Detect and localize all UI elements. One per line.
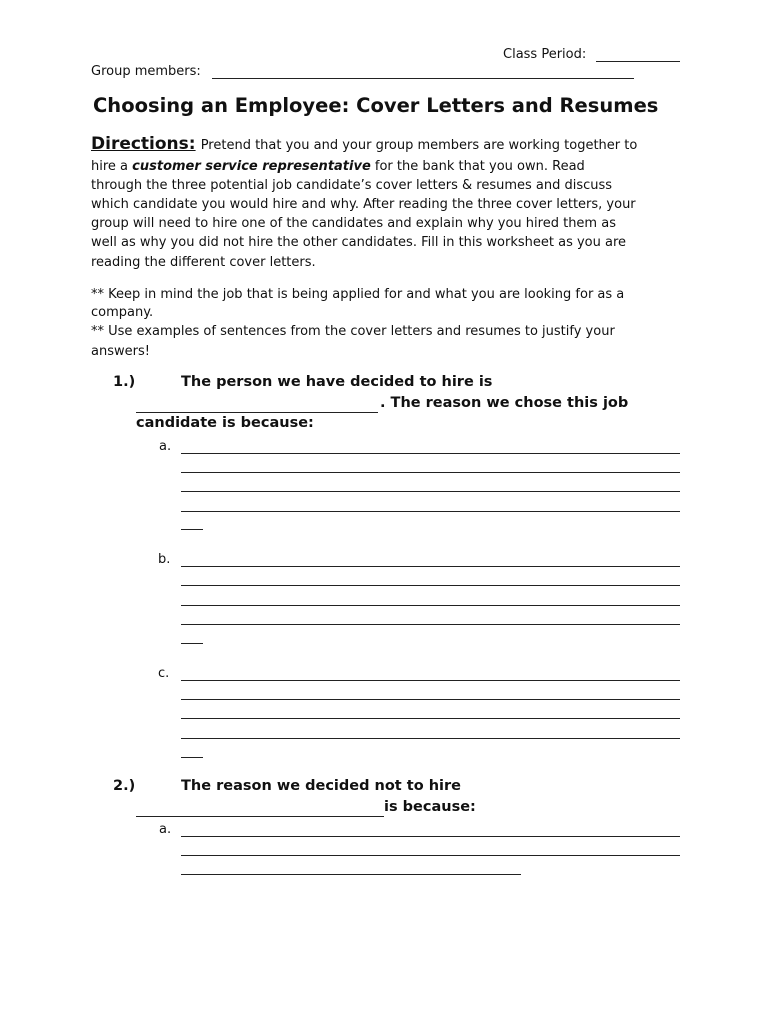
class-period-blank[interactable] [596,61,680,62]
answer-item-label: a. [159,822,172,837]
q2-number: 2.) [113,778,136,794]
directions-line: through the three potential job candidate’s cover letters & resumes and discuss [91,178,613,193]
directions-line [91,157,585,176]
directions-line: well as why you did not hire the other candidates. Fill in this worksheet as you are [91,235,627,250]
answer-line[interactable] [181,738,680,739]
q2-prompt: The reason we decided not to hire [181,778,462,794]
group-members-label: Group members: [91,64,201,79]
directions-text: hire a [91,159,129,174]
answer-line[interactable] [181,566,680,567]
q1-hire-name-blank[interactable] [136,412,378,413]
q1-prompt: candidate is because: [136,415,314,431]
answer-line[interactable] [181,643,203,644]
answer-line[interactable] [181,585,680,586]
answer-line[interactable] [181,699,680,700]
answer-line[interactable] [181,453,680,454]
answer-line[interactable] [181,605,680,606]
directions-line: group will need to hire one of the candidates and explain why you hired them as [91,216,616,231]
directions-label: Directions: [91,134,196,154]
note-line: company. [91,305,154,320]
q1-prompt: The person we have decided to hire is [181,374,493,390]
answer-item-label: c. [158,666,170,681]
answer-line[interactable] [181,718,680,719]
q1-number: 1.) [113,374,136,390]
directions-text: Pretend that you and your group members are working together to [200,138,638,153]
answer-line[interactable] [181,511,680,512]
q2-name-blank[interactable] [136,816,384,817]
answer-line[interactable] [181,472,680,473]
answer-line[interactable] [181,491,680,492]
directions-text: for the bank that you own. Read [374,159,585,174]
job-title-emphasis: customer service representative [132,159,371,174]
answer-line[interactable] [181,757,203,758]
q1-prompt: . The reason we chose this job [380,395,629,411]
note-line: ** Use examples of sentences from the cover letters and resumes to justify your [91,324,615,339]
answer-item-label: b. [158,552,171,567]
answer-line[interactable] [181,855,680,856]
class-period-label: Class Period: [503,47,587,62]
answer-line[interactable] [181,874,521,875]
answer-item-label: a. [159,439,172,454]
group-members-blank[interactable] [212,78,634,79]
answer-line[interactable] [181,624,680,625]
directions-first-line [91,134,637,154]
note-line: answers! [91,344,150,359]
directions-line: which candidate you would hire and why. After reading the three cover letters, your [91,197,636,212]
q2-prompt: is because: [384,799,476,815]
page-title: Choosing an Employee: Cover Letters and Resumes [93,94,659,117]
directions-line: reading the different cover letters. [91,255,316,270]
note-line: ** Keep in mind the job that is being applied for and what you are looking for as a [91,287,625,302]
answer-line[interactable] [181,529,203,530]
answer-line[interactable] [181,680,680,681]
answer-line[interactable] [181,836,680,837]
